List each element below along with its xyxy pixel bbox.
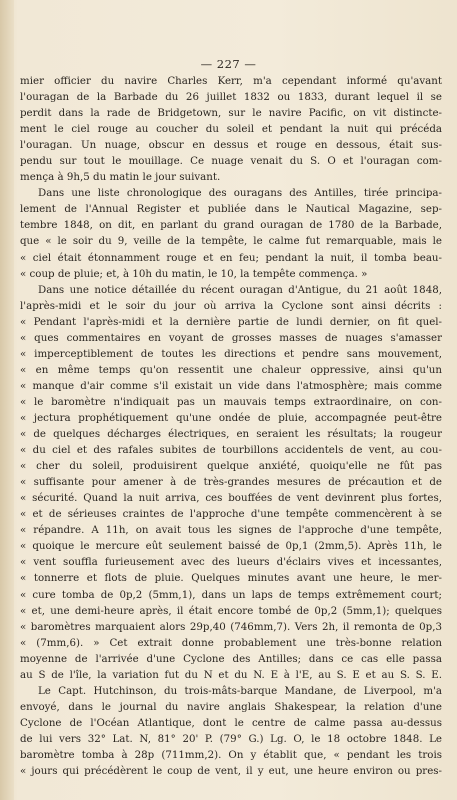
text-line: Dans une notice détaillée du récent ouragan d'Antigue, du 21 août 1848, [38,283,442,296]
text-line: « baromètres marquaient alors 29p,40 (746mm,7). Vers 2h, il remonta de 0p,3 [20,620,442,633]
text-line: « du ciel et des rafales subites de tourbillons accidentels de vent, au cou- [20,444,442,457]
text-line: l'ouragan. Un nuage, obscur en dessus et rouge en dessous, était sus- [20,139,442,152]
text-line: Dans une liste chronologique des ouragans des Antilles, tirée principa- [38,187,442,200]
text-line: baromètre tomba à 28p (711mm,2). On y établit que, « pendant les trois [20,748,442,761]
text-line: « cure tomba de 0p,2 (5mm,1), dans un laps de temps extrêmement court; [20,588,442,601]
text-line: l'après-midi et le soir du jour où arriva la Cyclone sont ainsi décrits : [20,299,442,312]
text-line: « jectura prophétiquement qu'une ondée de pluie, accompagnée peut-être [20,411,442,424]
text-line: moyenne de l'arrivée d'une Cyclone des Antilles; dans ce cas elle passa [20,652,442,665]
text-line: mença à 9h,5 du matin le jour suivant. [20,171,221,184]
text-line: « suffisante pour amener à de très-grandes mesures de précaution et de [20,476,442,489]
text-line: « vent souffla furieusement avec des lueurs d'éclairs vives et incessantes, [20,556,442,569]
text-line: Cyclone de l'Océan Atlantique, dont le centre de calme passa au-dessus [20,716,442,729]
text-line: « quoique le mercure eût seulement baissé de 0p,1 (2mm,5). Après 11h, le [20,540,442,553]
text-line: « jours qui précédèrent le coup de vent, il y eut, une heure environ ou pres- [20,765,442,778]
text-line: pendu sur tout le mouillage. Ce nuage venait du S. O et l'ouragan com- [20,155,442,168]
text-line: « cher du soleil, produisirent quelque anxiété, quoiqu'elle ne fût pas [20,460,442,473]
text-line: « et de sérieuses craintes de l'approche d'une tempête commencèrent à se [20,508,442,521]
text-line: « imperceptiblement de toutes les directions et pendre sans mouvement, [20,347,442,360]
text-line: de lui vers 32° Lat. N, 81° 20' P. (79° G.) Lg. O, le 18 octobre 1848. Le [20,732,442,745]
text-line: « ques commentaires en voyant de grosses masses de nuages s'amasser [20,331,442,344]
text-line: « Pendant l'après-midi et la dernière partie de lundi dernier, on fit quel- [20,315,442,328]
text-line: « (7mm,6). » Cet extrait donne probablement une très-bonne relation [20,636,442,649]
text-line: l'ouragan de la Barbade du 26 juillet 1832 ou 1833, durant lequel il se [20,91,442,104]
page-gutter [0,0,14,800]
text-line: lement de l'Annual Register et publiée dans le Nautical Magazine, sep- [20,203,442,216]
text-line: « de quelques décharges électriques, en seraient les résultats; la rougeur [20,428,442,441]
text-line: « et, une demi-heure après, il était encore tombé de 0p,2 (5mm,1); quelques [20,604,442,617]
text-line: envoyé, dans le journal du navire anglais Shakespear, la relation d'une [20,700,442,713]
page-number: — 227 — [200,57,257,71]
text-line: ment le ciel rouge au coucher du soleil et pendant la nuit qui précéda [20,123,442,136]
text-line: tembre 1848, on dit, en parlant du grand ouragan de 1780 de la Barbade, [20,219,442,232]
text-line: « en même temps qu'on ressentit une chaleur oppressive, ainsi qu'un [20,363,442,376]
text-line: « tonnerre et flots de pluie. Quelques minutes avant une heure, le mer- [20,572,442,585]
text-line: « sécurité. Quand la nuit arriva, ces bouffées de vent devinrent plus fortes, [20,492,442,505]
text-line: que « le soir du 9, veille de la tempête, le calme fut remarquable, mais le [20,235,442,248]
text-line: Le Capt. Hutchinson, du trois-mâts-barque Mandane, de Liverpool, m'a [38,684,442,697]
text-line: « ciel était étonnamment rouge et en feu; pendant la nuit, il tomba beau- [20,251,442,264]
text-line: « répandre. A 11h, on avait tous les signes de l'approche d'une tempête, [20,524,442,537]
text-line: mier officier du navire Charles Kerr, m'a cependant informé qu'avant [20,75,442,87]
text-line: au S de l'île, la variation fut du N et du N. E à l'E, au S. E et au S. S. E. [20,668,442,681]
text-line: « coup de pluie; et, à 10h du matin, le 10, la tempête commença. » [20,267,368,280]
text-line: « manque d'air comme s'il existait un vide dans l'atmosphère; mais comme [20,379,442,392]
text-line: « le baromètre n'indiquait pas un mauvais temps extraordinaire, on con- [20,395,442,408]
body-text [20,73,442,779]
text-line: perdit dans la rade de Bridgetown, sur le navire Pacific, on vit distincte- [20,107,442,120]
